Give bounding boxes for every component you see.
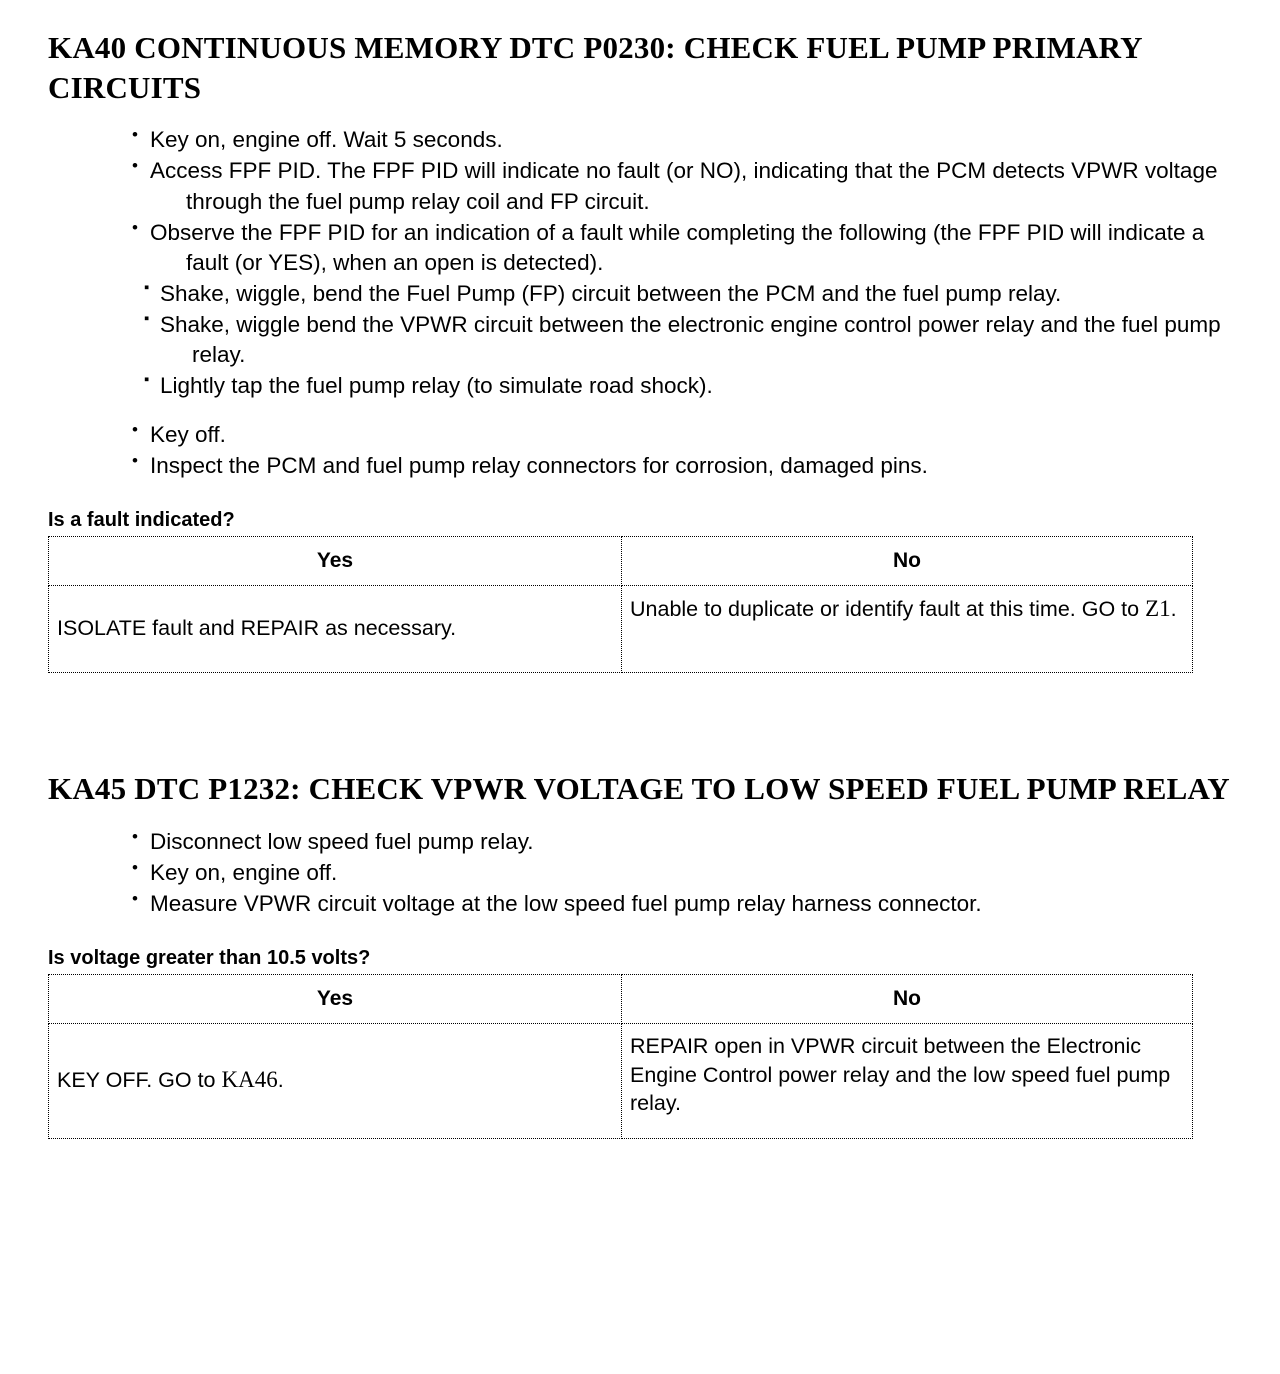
page-title: KA40 CONTINUOUS MEMORY DTC P0230: CHECK FUEL PUMP PRIMARY CIRCUITS xyxy=(48,30,1142,105)
list-item xyxy=(132,125,1232,155)
column-header-no: No xyxy=(622,536,1193,585)
question-ka40: Is a fault indicated? xyxy=(48,508,235,531)
cell-no-text: Unable to duplicate or identify fault at this time. GO to xyxy=(630,596,1146,621)
table-row xyxy=(49,585,1193,672)
decision-table-ka45 xyxy=(48,974,1193,1139)
list-item-text: • Key off. xyxy=(150,421,226,447)
list-item-text: • Key on, engine off. Wait 5 seconds. xyxy=(150,127,503,153)
cell-yes-action xyxy=(49,1023,622,1138)
page-title-2: KA45 DTC P1232: CHECK VPWR VOLTAGE TO LOW SPEED FUEL PUMP RELAY xyxy=(48,770,1230,806)
cell-no-tail: . xyxy=(1170,596,1177,621)
table-header-row xyxy=(49,536,1193,585)
sub-list-item xyxy=(144,279,1232,309)
list-item-text: • Observe the FPF PID for an indication of a fault while completing the following (the FPF PID will indicate a fault (or YES), when an open is detected). xyxy=(150,219,1205,275)
column-header-no: No xyxy=(622,974,1193,1023)
list-item-text: • Key on, engine off. xyxy=(150,859,338,885)
list-item xyxy=(132,858,1232,888)
section-ka45 xyxy=(48,769,1232,1139)
column-header-yes: Yes xyxy=(49,974,622,1023)
cross-reference-link[interactable]: KA46 xyxy=(221,1066,278,1092)
procedure-sublist-ka40 xyxy=(48,279,1232,402)
cell-yes-text: KEY OFF. GO to xyxy=(57,1067,222,1092)
cell-yes-action: ISOLATE fault and REPAIR as necessary. xyxy=(49,585,622,672)
cross-reference-link[interactable]: Z1 xyxy=(1145,595,1171,621)
sub-list-item-text: ▪ Shake, wiggle bend the VPWR circuit between the electronic engine control power relay and the fuel pump relay. xyxy=(160,312,1221,368)
question-ka45: Is voltage greater than 10.5 volts? xyxy=(48,946,371,969)
column-header-yes: Yes xyxy=(49,536,622,585)
table-header-row xyxy=(49,974,1193,1023)
list-item-text: • Inspect the PCM and fuel pump relay connectors for corrosion, damaged pins. xyxy=(150,452,928,478)
section-ka40 xyxy=(48,28,1232,673)
list-item xyxy=(132,827,1232,857)
procedure-list-ka40 xyxy=(48,125,1232,278)
procedure-list-ka40-continued xyxy=(48,420,1232,481)
list-item-text: • Access FPF PID. The FPF PID will indicate no fault (or NO), indicating that the PCM detects VPWR voltage through the fuel pump relay coil and FP circuit. xyxy=(150,158,1218,214)
procedure-list-ka45 xyxy=(48,827,1232,919)
decision-table-ka40 xyxy=(48,536,1193,673)
sub-list-item xyxy=(144,310,1232,370)
list-item xyxy=(132,218,1232,278)
list-item-text: • Measure VPWR circuit voltage at the low speed fuel pump relay harness connector. xyxy=(150,890,982,916)
table-row xyxy=(49,1023,1193,1138)
list-item xyxy=(132,451,1232,481)
list-item xyxy=(132,889,1232,919)
cell-no-action xyxy=(622,585,1193,672)
cell-yes-tail: . xyxy=(277,1067,284,1092)
cell-no-action: REPAIR open in VPWR circuit between the Electronic Engine Control power relay and the low speed fuel pump relay. xyxy=(622,1023,1193,1138)
list-item xyxy=(132,156,1232,216)
list-item-text: • Disconnect low speed fuel pump relay. xyxy=(150,828,534,854)
sub-list-item-text: ▪ Shake, wiggle, bend the Fuel Pump (FP) circuit between the PCM and the fuel pump relay. xyxy=(160,281,1062,307)
sub-list-item xyxy=(144,371,1232,401)
sub-list-item-text: ▪ Lightly tap the fuel pump relay (to simulate road shock). xyxy=(160,373,713,399)
list-item xyxy=(132,420,1232,450)
